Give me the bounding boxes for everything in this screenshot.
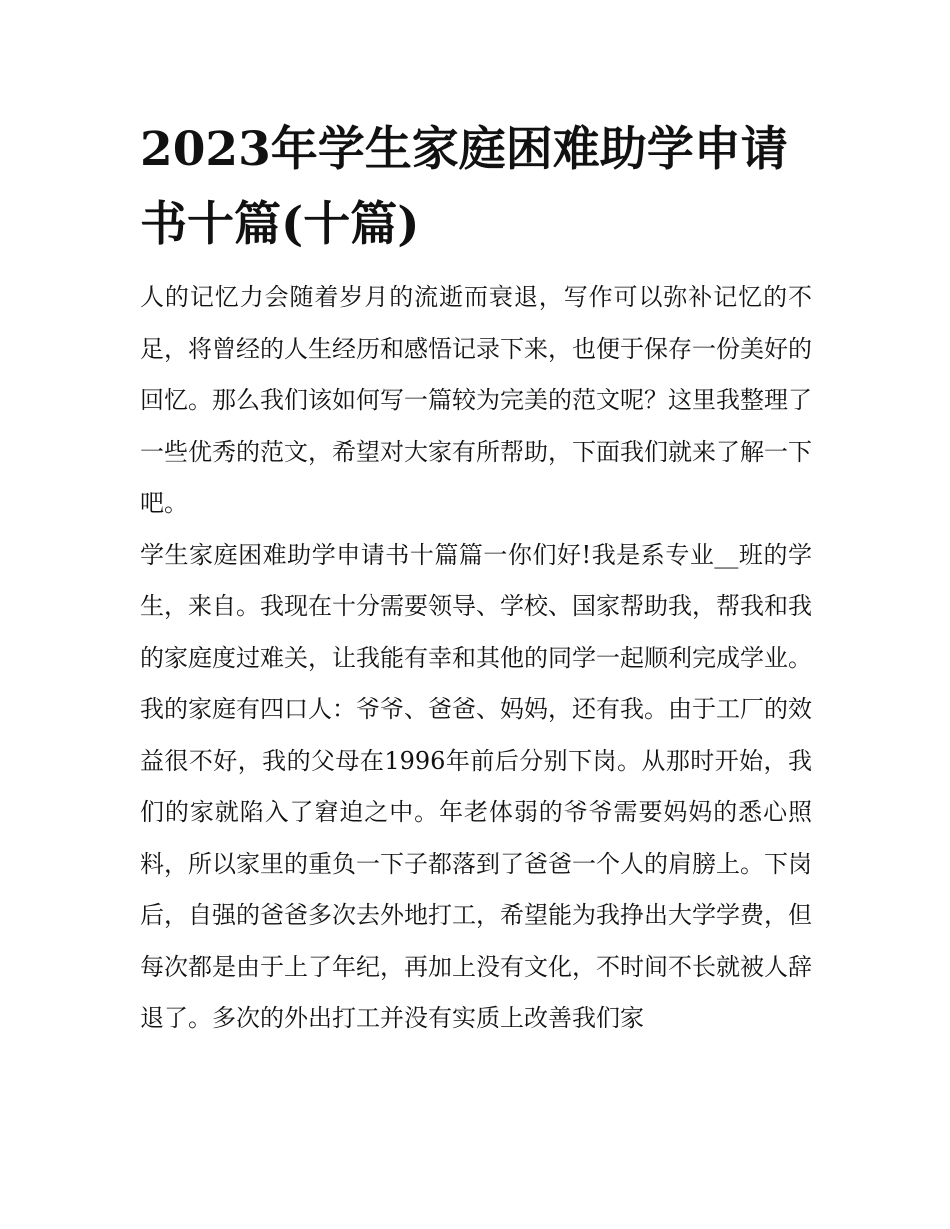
document-body xyxy=(140,112,812,1045)
intro-paragraph: 人的记忆力会随着岁月的流逝而衰退，写作可以弥补记忆的不足，将曾经的人生经历和感悟记录下来，也便于保存一份美好的回忆。那么我们该如何写一篇较为完美的范文呢？这里我整理了一些优秀的范文，希望对大家有所帮助，下面我们就来了解一下吧。 xyxy=(140,283,812,517)
document-title: 2023年学生家庭困难助学申请书十篇(十篇) xyxy=(140,122,788,252)
body-paragraph-2: 我的家庭有四口人：爷爷、爸爸、妈妈，还有我。由于工厂的效益很不好，我的父母在1996年前后分别下岗。从那时开始，我们的家就陷入了窘迫之中。年老体弱的爷爷需要妈妈的悉心照料，所以家里的重负一下子都落到了爸爸一个人的肩膀上。下岗后，自强的爸爸多次去外地打工，希望能为我挣出大学学费，但每次都是由于上了年纪，再加上没有文化，不时间不长就被人辞退了。多次的外出打工并没有实质上改善我们家 xyxy=(140,695,812,1032)
body-paragraph-1: 学生家庭困难助学申请书十篇篇一你们好!我是系专业__班的学生，来自。我现在十分需要领导、学校、国家帮助我，帮我和我的家庭度过难关，让我能有幸和其他的同学一起顺利完成学业。 xyxy=(140,540,812,672)
